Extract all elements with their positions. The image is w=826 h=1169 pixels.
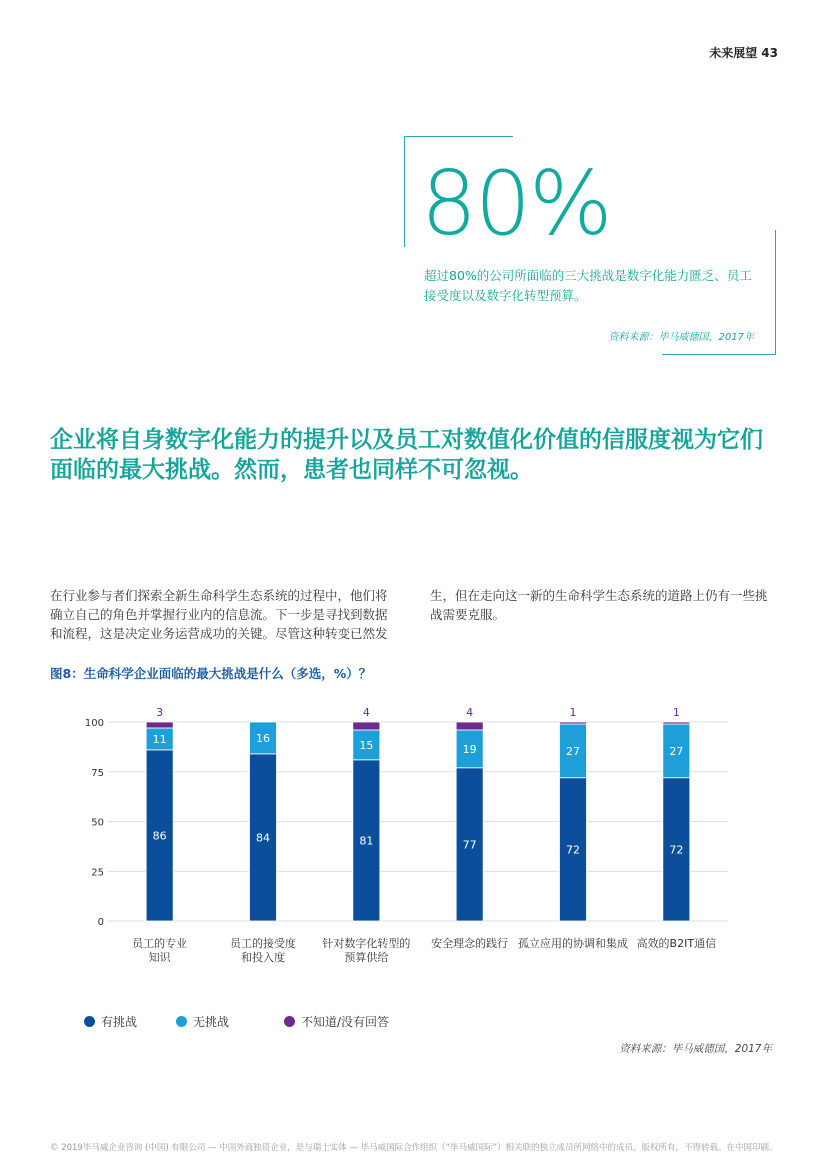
x-tick-label: 知识 [148,951,171,964]
bar-segment [560,722,587,724]
chart-source: 资料来源：毕马威德国，2017年 [619,1043,772,1055]
data-label: 27 [669,744,684,758]
legend-item-challenge [84,1013,137,1030]
y-tick-label: 25 [91,867,104,879]
y-tick-label: 50 [91,817,104,829]
legend-swatch-no-answer [284,1016,295,1027]
x-tick-label: 孤立应用的协调和集成 [518,937,628,950]
x-tick-label: 预算供给 [344,951,389,964]
copyright-footer: © 2019毕马威企业咨询 (中国) 有限公司 — 中国外商独资企业，是与瑞士实体 — 毕马威国际合作组织（“毕马威国际”）相关联的独立成员所网络中的成员。版权所有，不得转载。在中国印刷。 [50,1143,778,1153]
data-label: 27 [566,744,580,758]
legend-swatch-no-challenge [176,1016,187,1027]
data-label: 19 [462,742,477,756]
legend-item-no-challenge [176,1013,229,1030]
bar-segment [663,722,690,724]
data-label: 4 [362,706,370,719]
x-tick-label: 员工的接受度 [230,937,296,950]
data-label: 11 [152,732,167,746]
body-text-column-2: 生，但在走向这一新的生命科学生态系统的道路上仍有一些挑战需要克服。 [430,588,768,622]
y-tick-label: 75 [91,767,104,779]
bar-segment [146,722,173,728]
data-label: 86 [152,829,167,843]
data-label: 72 [669,843,684,857]
body-text-column-1: 在行业参与者们探索全新生命科学生态系统的过程中，他们将确立自己的角色并掌握行业内的信息流。下一步是寻找到数据和流程，这是决定业务运营成功的关键。尽管这种转变已然发 [50,588,388,641]
legend-label-no-challenge: 无挑战 [193,1015,230,1029]
x-tick-label: 员工的专业 [132,937,188,950]
legend-item-no-answer [284,1013,389,1030]
data-label: 77 [462,838,477,852]
page-headline: 企业将自身数字化能力的提升以及员工对数值化价值的信服度视为它们面临的最大挑战。然而，患者也同样不可忽视。 [50,427,763,483]
figure-title: 图8：生命科学企业面临的最大挑战是什么（多选，%）？ [50,666,372,681]
page-number: 43 [761,46,778,60]
x-tick-label: 高效的B2IT通信 [636,937,717,950]
legend-label-no-answer: 不知道/没有回答 [301,1015,390,1029]
data-label: 3 [156,706,164,719]
bar-segment [353,722,380,730]
y-tick-label: 0 [97,917,104,928]
page-header [709,44,778,61]
x-tick-label: 针对数字化转型的 [322,937,411,950]
section-title: 未来展望 [709,46,758,60]
x-tick-label: 安全理念的践行 [431,937,509,950]
legend-swatch-challenge [84,1016,95,1027]
data-label: 1 [569,706,577,719]
stat-description: 超过80%的公司所面临的三大挑战是数字化能力匮乏、员工接受度以及数字化转型预算。 [424,268,752,303]
bar-segment [456,722,483,730]
data-label: 4 [466,706,474,719]
legend-label-challenge: 有挑战 [101,1015,138,1029]
data-label: 15 [359,738,374,752]
x-tick-label: 和投入度 [241,951,285,964]
data-label: 81 [359,834,374,848]
y-tick-label: 100 [84,718,104,729]
data-label: 16 [256,731,270,745]
stacked-bar-chart [0,695,826,970]
data-label: 72 [566,843,580,857]
stat-value: 80% [421,152,611,255]
data-label: 84 [256,831,270,845]
stat-source: 资料来源：毕马威德国，2017年 [608,332,754,343]
data-label: 1 [672,706,680,719]
